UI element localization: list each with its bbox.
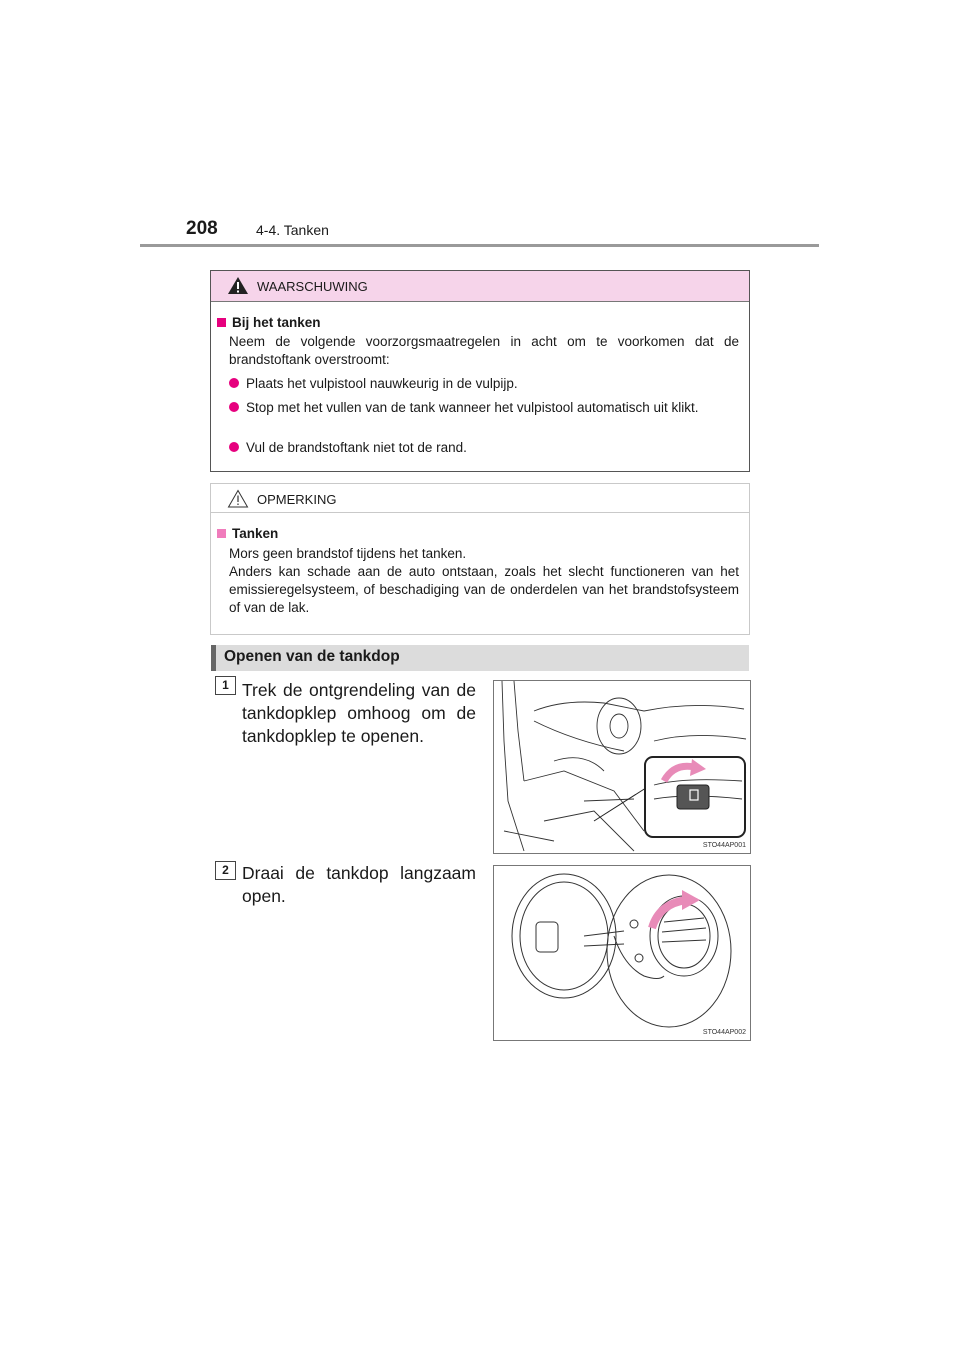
note-subheading: Tanken — [217, 526, 278, 541]
step-number: 2 — [215, 861, 236, 880]
note-box — [210, 483, 750, 635]
warning-subheading: Bij het tanken — [217, 315, 321, 330]
warning-bullet: Plaats het vulpistool nauwkeurig in de vulpijp. — [229, 375, 741, 393]
figure-code: STO44AP001 — [702, 842, 746, 849]
note-text-1: Mors geen brandstof tijdens het tanken. — [229, 546, 467, 561]
step-number: 1 — [215, 676, 236, 695]
header-rule — [140, 244, 819, 247]
page-number: 208 — [186, 218, 218, 239]
warning-box — [210, 270, 750, 472]
figure-code: STO44AP002 — [702, 1029, 746, 1036]
step-text: Draai de tankdop langzaam open. — [242, 863, 476, 906]
note-header — [211, 484, 749, 513]
round-bullet-icon — [229, 378, 239, 388]
note-text-2: Anders kan schade aan de auto ontstaan, zoals het slecht functioneren van het emissieregelsysteem, of beschadiging van de onderdelen van het brandstofsysteem of van de lak. — [229, 564, 739, 615]
warning-triangle-icon — [227, 276, 249, 295]
warning-header — [211, 271, 749, 302]
figure-fuel-cap — [493, 865, 751, 1041]
warning-bullet: Vul de brandstoftank niet tot de rand. — [229, 439, 741, 457]
square-bullet-icon — [217, 529, 226, 538]
heading-bar — [211, 645, 216, 671]
warning-intro: Neem de volgende voorzorgsmaatregelen in acht om te voorkomen dat de brandstoftank overstroomt: — [229, 334, 739, 367]
figure-fuel-door-release — [493, 680, 751, 854]
warning-title: WAARSCHUWING — [257, 279, 368, 294]
section-heading-text: Openen van de tankdop — [224, 648, 400, 665]
car-interior-illustration — [494, 681, 750, 853]
rotate-arrow-icon — [652, 900, 686, 928]
square-bullet-icon — [217, 318, 226, 327]
round-bullet-icon — [229, 402, 239, 412]
fuel-door-lever-icon — [677, 785, 709, 809]
note-title: OPMERKING — [257, 492, 337, 507]
caution-triangle-icon — [227, 489, 249, 508]
section-title: 4-4. Tanken — [256, 222, 329, 238]
warning-bullet: Stop met het vullen van de tank wanneer het vulpistool automatisch uit klikt. — [229, 399, 741, 417]
step-text: Trek de ontgrendeling van de tankdopklep omhoog om de tankdopklep te openen. — [242, 680, 476, 746]
round-bullet-icon — [229, 442, 239, 452]
fuel-cap-illustration — [494, 866, 750, 1040]
section-heading — [211, 645, 749, 671]
